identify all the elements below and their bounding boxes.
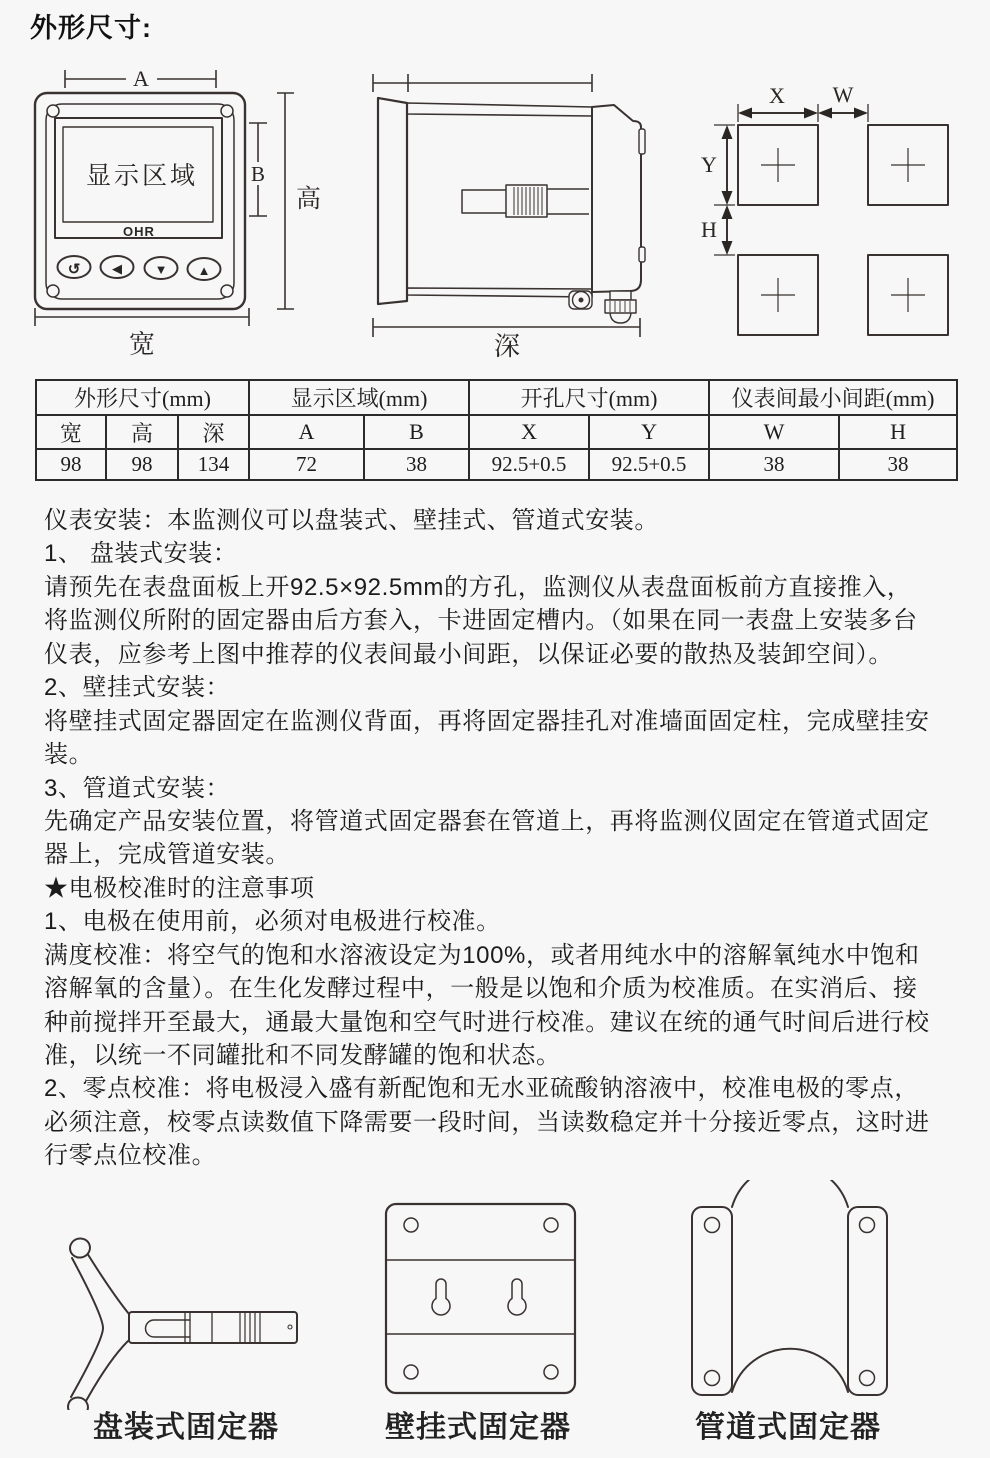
value-cell: 92.5+0.5	[589, 449, 709, 480]
panel-fixer-caption: 盘装式固定器	[93, 1411, 279, 1444]
dim-label-w: W	[832, 82, 854, 107]
up-icon: ▲	[197, 263, 211, 278]
group-header-cutout: 开孔尺寸(mm)	[469, 380, 709, 415]
panel-fixer-drawing	[66, 1236, 297, 1410]
wall-fixer-drawing	[386, 1204, 575, 1393]
cutout-layout-drawing	[701, 82, 948, 335]
dim-label-b: B	[250, 162, 266, 186]
install-text-line: 种前搅拌开至最大，通最大量饱和空气时进行校准。建议在统的通气时间后进行校	[44, 1008, 930, 1036]
value-cell: 92.5+0.5	[469, 449, 589, 480]
value-cell: 38	[709, 449, 839, 480]
value-cell: 38	[839, 449, 957, 480]
dim-label-y: Y	[701, 152, 717, 177]
dim-label-x: X	[769, 83, 785, 108]
table-group-header-row	[36, 380, 957, 415]
value-cell: 38	[364, 449, 469, 480]
side-view-drawing	[373, 74, 645, 361]
install-text-line: 行零点位校准。	[44, 1142, 217, 1170]
left-icon: ◀	[112, 261, 122, 276]
install-text-line: 1、 盘装式安装：	[44, 540, 238, 568]
install-text-line: 准，以统一不同罐批和不同发酵罐的饱和状态。	[44, 1042, 561, 1069]
dim-label-h: H	[701, 217, 717, 242]
install-text-line: 仪表，应参考上图中推荐的仪表间最小间距，以保证必要的散热及装卸空间）。	[44, 640, 893, 668]
col-header: 深	[178, 415, 249, 449]
value-cell: 72	[249, 449, 364, 480]
col-header: Y	[589, 415, 709, 449]
brand-logo: OHR	[123, 224, 155, 239]
col-header: H	[839, 415, 957, 449]
install-text-line: 装。	[44, 741, 94, 769]
down-icon: ▼	[154, 262, 168, 277]
pipe-fixer-caption: 管道式固定器	[695, 1411, 881, 1444]
table-column-header-row	[36, 415, 957, 449]
cable-gland-drawing	[605, 291, 636, 323]
install-text-line: 2、壁挂式安装：	[44, 674, 231, 702]
install-text-line: 3、管道式安装：	[44, 774, 231, 802]
group-header-spacing: 仪表间最小间距(mm)	[709, 380, 957, 415]
display-area-label: 显示区域	[85, 163, 199, 190]
col-header: W	[709, 415, 839, 449]
install-text-line: 请预先在表盘面板上开92.5×92.5mm的方孔，监测仪从表盘面板前方直接推入，	[44, 573, 912, 601]
install-text-line: 溶解氧的含量）。在生化发酵过程中，一般是以饱和介质为校准质。在实消后、接	[44, 975, 918, 1003]
return-icon: ↺	[67, 261, 81, 278]
value-cell: 98	[106, 449, 178, 480]
install-text-line: 将监测仪所附的固定器由后方套入，卡进固定槽内。（如果在同一表盘上安装多台	[44, 607, 918, 635]
group-header-display: 显示区域(mm)	[249, 380, 469, 415]
dim-label-a: A	[133, 66, 149, 91]
col-header: A	[249, 415, 364, 449]
install-text-line: 器上，完成管道安装。	[44, 841, 290, 869]
dimensions-table	[35, 379, 956, 481]
dim-label-width: 宽	[128, 330, 156, 359]
page-title: 外形尺寸:	[30, 13, 152, 43]
value-cell: 134	[178, 449, 249, 480]
front-view-drawing	[35, 66, 321, 359]
bolt-drawing	[569, 291, 592, 309]
col-header: 宽	[36, 415, 106, 449]
wall-fixer-caption: 壁挂式固定器	[385, 1411, 571, 1444]
table-value-row	[36, 449, 957, 480]
install-text-line: 满度校准：将空气的饱和水溶液设定为100%，或者用纯水中的溶解氧纯水中饱和	[44, 941, 920, 969]
col-header: 高	[106, 415, 178, 449]
group-header-overall: 外形尺寸(mm)	[36, 380, 249, 415]
install-text-line: 仪表安装：本监测仪可以盘装式、壁挂式、管道式安装。	[44, 507, 659, 534]
value-cell: 98	[36, 449, 106, 480]
col-header: B	[364, 415, 469, 449]
fixer-drawings	[0, 1180, 990, 1410]
install-text-line: 将壁挂式固定器固定在监测仪背面，再将固定器挂孔对准墙面固定柱，完成壁挂安	[44, 707, 930, 735]
center-cross-icon	[761, 148, 925, 312]
installation-instructions	[44, 504, 974, 1173]
install-text-line: 必须注意，校零点读数值下降需要一段时间，当读数稳定并十分接近零点，这时进	[44, 1108, 930, 1136]
dim-label-height: 高	[296, 186, 322, 213]
install-text-line: 2、零点校准：将电极浸入盛有新配饱和无水亚硫酸钠溶液中，校准电极的零点，	[44, 1075, 919, 1103]
install-text-line: ★电极校准时的注意事项	[44, 874, 315, 902]
install-text-line: 先确定产品安装位置，将管道式固定器套在管道上，再将监测仪固定在管道式固定	[44, 807, 930, 835]
dimension-drawings	[0, 50, 990, 380]
probe-drawing	[462, 185, 589, 217]
pipe-fixer-drawing	[692, 1180, 887, 1395]
col-header: X	[469, 415, 589, 449]
dim-label-depth: 深	[493, 332, 521, 361]
install-text-line: 1、电极在使用前，必须对电极进行校准。	[44, 908, 501, 936]
